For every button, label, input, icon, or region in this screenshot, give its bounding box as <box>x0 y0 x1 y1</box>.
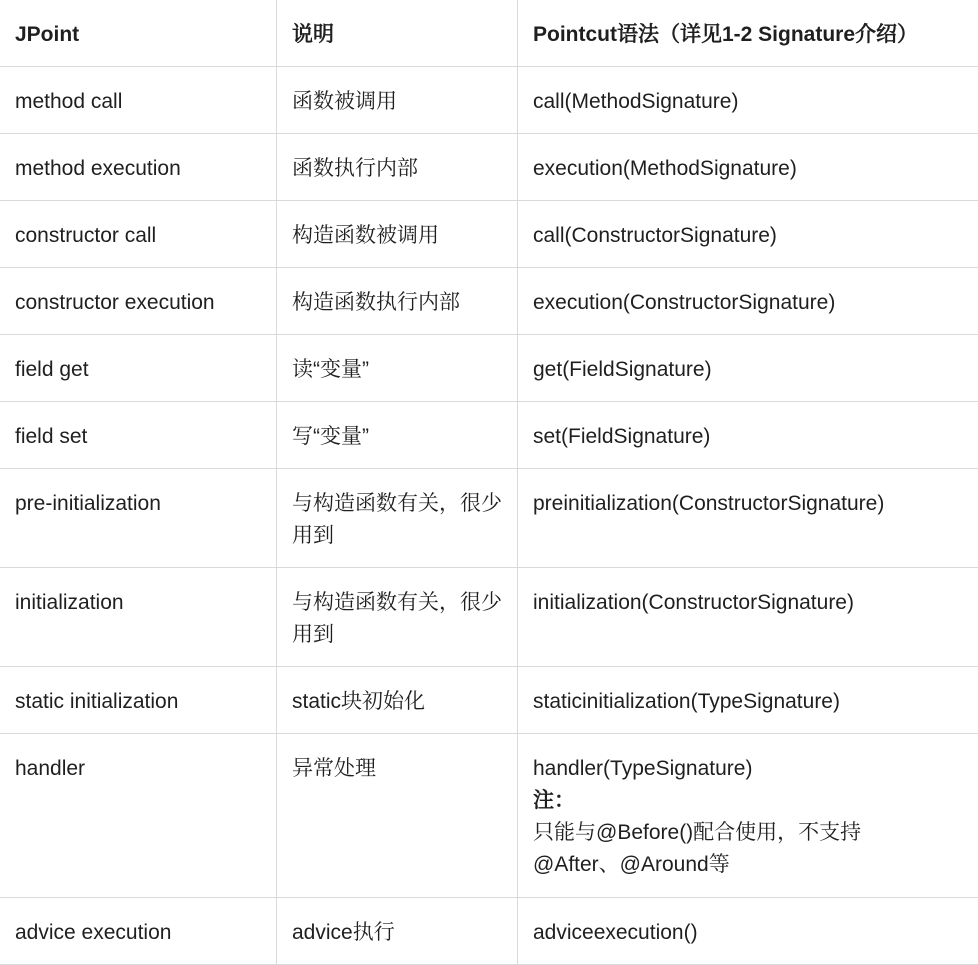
jpoint-cell: constructor execution <box>0 268 277 335</box>
table-row <box>0 67 978 134</box>
syntax-cell: adviceexecution() <box>518 898 978 965</box>
note-text-line: @After、@Around等 <box>533 849 975 881</box>
description-cell: 与构造函数有关，很少用到 <box>277 568 518 667</box>
description-cell: 与构造函数有关，很少用到 <box>277 469 518 568</box>
jpoint-cell: handler <box>0 734 277 898</box>
jpoint-cell: method execution <box>0 134 277 201</box>
jpoint-cell: static initialization <box>0 667 277 734</box>
syntax-cell: set(FieldSignature) <box>518 402 978 469</box>
description-cell: static块初始化 <box>277 667 518 734</box>
table-row <box>0 134 978 201</box>
note-title: 注： <box>533 785 975 817</box>
description-cell: advice执行 <box>277 898 518 965</box>
note-text-line: 只能与@Before()配合使用，不支持 <box>533 817 975 849</box>
syntax-cell: call(MethodSignature) <box>518 67 978 134</box>
jpoint-cell: constructor call <box>0 201 277 268</box>
table-header-row <box>0 0 978 67</box>
syntax-text: handler(TypeSignature) <box>533 753 975 785</box>
syntax-cell: staticinitialization(TypeSignature) <box>518 667 978 734</box>
description-cell: 异常处理 <box>277 734 518 898</box>
jpoint-cell: pre-initialization <box>0 469 277 568</box>
jpoint-cell: field set <box>0 402 277 469</box>
syntax-cell: preinitialization(ConstructorSignature) <box>518 469 978 568</box>
table-row <box>0 898 978 965</box>
table-row <box>0 568 978 667</box>
syntax-cell: get(FieldSignature) <box>518 335 978 402</box>
description-cell: 构造函数执行内部 <box>277 268 518 335</box>
jpoint-cell: field get <box>0 335 277 402</box>
table-row <box>0 469 978 568</box>
syntax-cell: call(ConstructorSignature) <box>518 201 978 268</box>
header-pointcut-syntax: Pointcut语法（详见1-2 Signature介绍） <box>518 0 978 67</box>
table-row <box>0 734 978 898</box>
table-row <box>0 268 978 335</box>
syntax-cell: initialization(ConstructorSignature) <box>518 568 978 667</box>
jpoint-cell: advice execution <box>0 898 277 965</box>
description-cell: 读“变量” <box>277 335 518 402</box>
table-row <box>0 402 978 469</box>
table-row <box>0 201 978 268</box>
jpoint-cell: method call <box>0 67 277 134</box>
header-jpoint: JPoint <box>0 0 277 67</box>
syntax-cell <box>518 734 978 898</box>
table-row <box>0 667 978 734</box>
description-cell: 函数执行内部 <box>277 134 518 201</box>
table-row <box>0 335 978 402</box>
description-cell: 写“变量” <box>277 402 518 469</box>
description-cell: 构造函数被调用 <box>277 201 518 268</box>
syntax-cell: execution(MethodSignature) <box>518 134 978 201</box>
jpoint-cell: initialization <box>0 568 277 667</box>
syntax-cell: execution(ConstructorSignature) <box>518 268 978 335</box>
description-cell: 函数被调用 <box>277 67 518 134</box>
header-description: 说明 <box>277 0 518 67</box>
